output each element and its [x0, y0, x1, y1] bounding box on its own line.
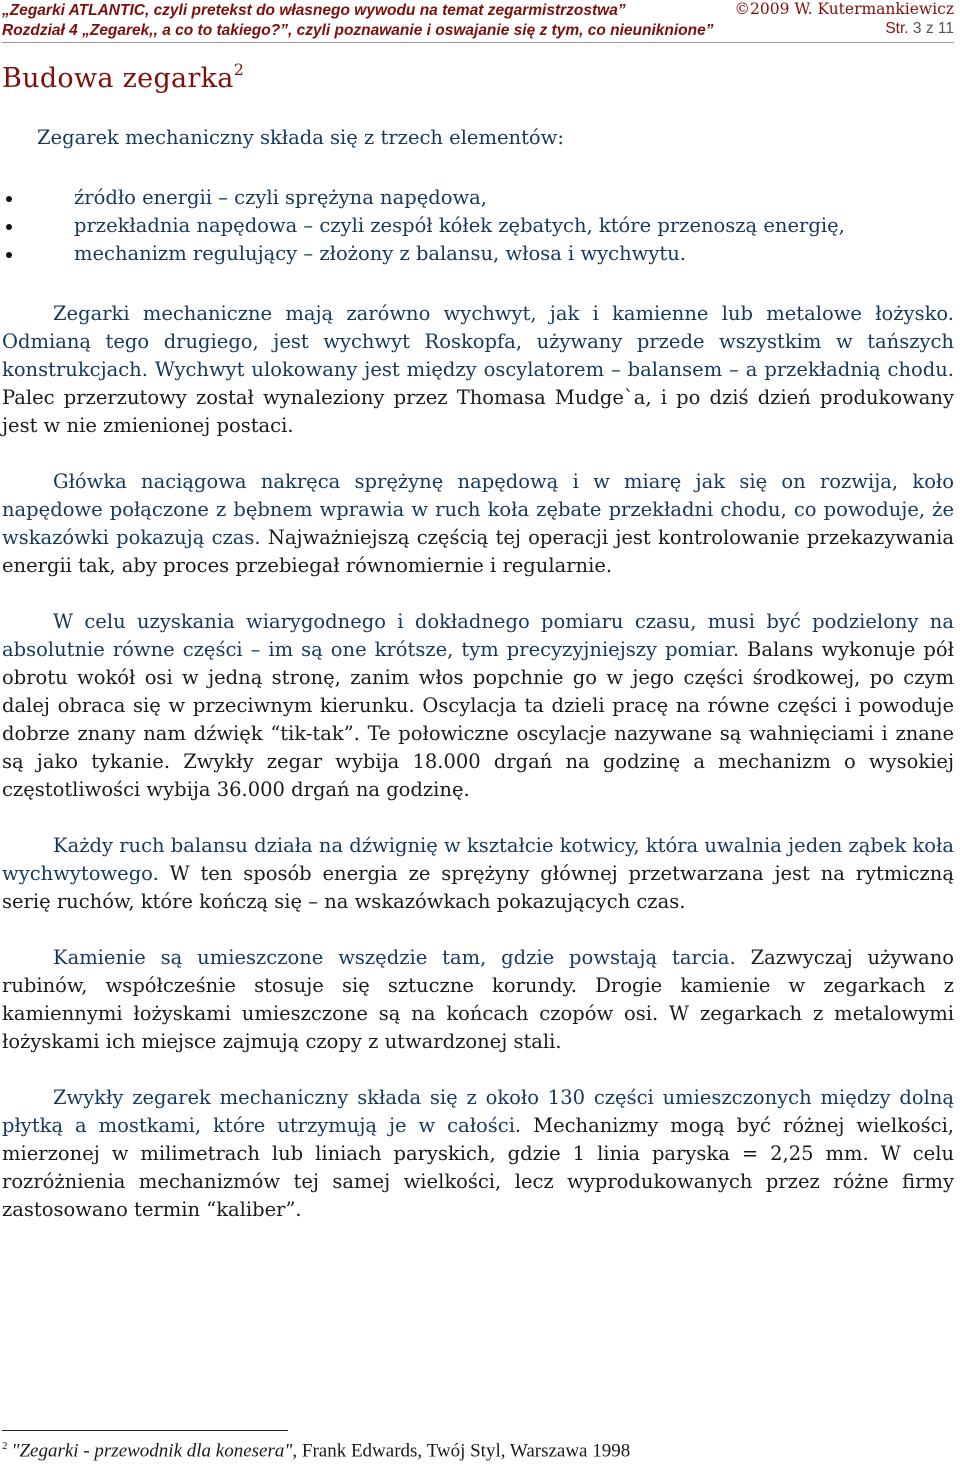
header-book-title: „Zegarki ATLANTIC, czyli pretekst do własnego wywodu na temat zegarmistrzostwa”	[2, 2, 626, 19]
header-chapter-title: Rozdział 4 „Zegarek,, a co to takiego?”, czyli poznawanie i oswajanie się z tym, co nieuniknione”	[2, 22, 714, 39]
page-label: Str.	[885, 20, 909, 37]
header-rule	[2, 42, 954, 43]
header-line-1	[2, 0, 954, 20]
footnote-rule	[2, 1430, 288, 1431]
list-item-text: przekładnia napędowa – czyli zespół kółek zębatych, które przenoszą energię,	[74, 214, 845, 237]
page-body	[2, 124, 954, 1224]
footnote-source-title: "Zegarki - przewodnik dla konesera"	[11, 1440, 293, 1462]
paragraph-text-highlight: Kamienie są umieszczone wszędzie tam, gdzie powstają tarcia.	[53, 946, 736, 969]
paragraph-text: Zazwyczaj używano rubinów, współcześnie stosuje się sztuczne korundy. Drogie kamienie w zegarkach z kamiennymi łożyskami umieszczone są na końcach czopów osi. W zegarkach z metalowymi łożyskami ich miejsce zajmują czopy z utwardzonej stali.	[2, 946, 954, 1053]
bullet-icon	[6, 196, 12, 202]
header-line-2	[2, 20, 954, 40]
footnote-source-details: , Frank Edwards, Twój Styl, Warszawa 1998	[292, 1440, 631, 1462]
paragraph-text-highlight: W celu uzyskania wiarygodnego i dokładnego pomiaru czasu, musi być podzielony na absolutnie równe części – im są one krótsze, tym precyzyjniejszy pomiar.	[2, 610, 954, 661]
paragraph-text-highlight: Zegarki mechaniczne mają zarówno wychwyt, jak i kamienne lub metalowe łożysko. Odmianą tego drugiego, jest wychwyt Roskopfa, używany przede wszystkim w tańszych konstrukcjach. Wychwyt ulokowany jest między oscylatorem – balansem – a przekładnią chodu.	[2, 302, 954, 381]
paragraph-balance	[2, 608, 954, 804]
bullet-icon	[6, 224, 12, 230]
list-item	[2, 184, 954, 212]
footnote-ref: 2	[233, 60, 245, 79]
header-page-number	[885, 20, 954, 38]
bullet-icon	[6, 252, 12, 258]
paragraph-text: Mechanizmy mogą być różnej wielkości, mierzonej w milimetrach lub liniach paryskich, gdzie 1 linia paryska = 2,25 mm. W celu rozróżnienia mechanizmów tej samej wielkości, lecz wyprodukowanych przez różne firmy zastosowano termin “kaliber”.	[2, 1114, 954, 1221]
list-item-text: źródło energii – czyli sprężyna napędowa,	[74, 186, 487, 209]
paragraph-text: Balans wykonuje pół obrotu wokół osi w jedną stronę, zanim włos popchnie go w jego części środkowej, po czym dalej obraca się w przeciwnym kierunku. Oscylacja ta dzieli pracę na równe części i powoduje dobrze znany nam dźwięk “tik-tak”. Te połowiczne oscylacje nazywane są wahnięciami i znane są jako tykanie. Zwykły zegar wybija 18.000 drgań na godzinę a mechanizm o wysokiej częstotliwości wybija 36.000 drgań na godzinę.	[2, 638, 954, 801]
header-copyright: ©2009 W. Kutermankiewicz	[734, 0, 954, 18]
list-item	[2, 240, 954, 268]
footnote-number: 2	[2, 1440, 8, 1452]
list-item	[2, 212, 954, 240]
paragraph-escapement	[2, 300, 954, 440]
intro-paragraph: Zegarek mechaniczny składa się z trzech elementów:	[37, 126, 564, 149]
paragraph-text: W ten sposób energia ze sprężyny głównej przetwarzana jest na rytmiczną serię ruchów, które kończą się – na wskazówkach pokazujących czas.	[2, 862, 954, 913]
paragraph-crown	[2, 468, 954, 580]
page-value: 3 z 11	[912, 20, 954, 37]
paragraph-text-highlight: Główka naciągowa nakręca sprężynę napędową i w miarę jak się on rozwija, koło napędowe połączone z bębnem wprawia w ruch koła zębate przekładni chodu, co powoduje, że wskazówki pokazują czas.	[2, 470, 954, 549]
components-list	[2, 184, 954, 268]
footnote	[2, 1440, 630, 1462]
paragraph-text: Najważniejszą częścią tej operacji jest kontrolowanie przekazywania energii tak, aby proces przebiegał równomiernie i regularnie.	[2, 526, 954, 577]
paragraph-text-highlight: Każdy ruch balansu działa na dźwignię w kształcie kotwicy, która uwalnia jeden ząbek koła wychwytowego.	[2, 834, 954, 885]
section-title	[2, 62, 244, 94]
paragraph-caliber	[2, 1084, 954, 1224]
section-title-text: Budowa zegarka	[2, 63, 234, 94]
paragraph-text: Palec przerzutowy został wynaleziony przez Thomasa Mudge`a, i po dziś dzień produkowany jest w nie zmienionej postaci.	[2, 386, 954, 437]
paragraph-text-highlight: Zwykły zegarek mechaniczny składa się z około 130 części umieszczonych między dolną płytką a mostkami, które utrzymują je w całości.	[2, 1086, 954, 1137]
list-item-text: mechanizm regulujący – złożony z balansu, włosa i wychwytu.	[74, 242, 686, 265]
paragraph-jewels	[2, 944, 954, 1056]
paragraph-anchor	[2, 832, 954, 916]
